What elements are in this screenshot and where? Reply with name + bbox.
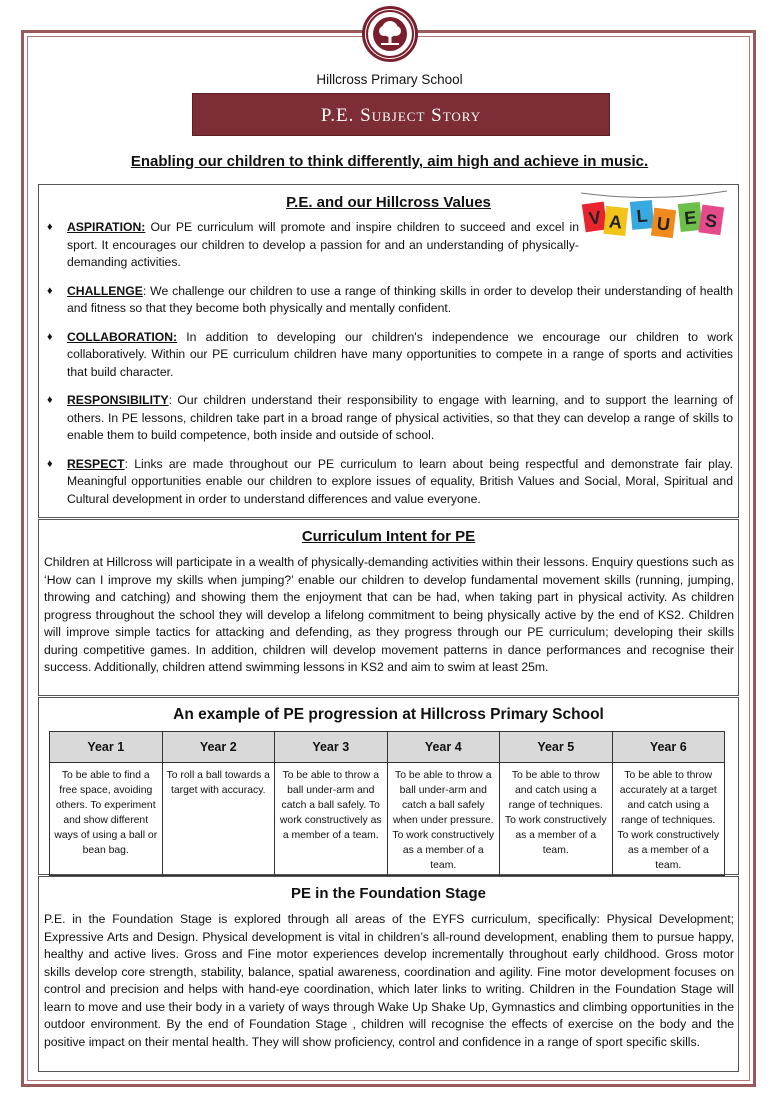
value-text: : Our children understand their responsibility to engage with learning, and to support the learning of others. In PE lessons, children take part in a broad range of physical activities, so that they can develop a range of skills to enable them to build competence, both inside and outside of school. [67, 393, 733, 442]
values-section [38, 184, 739, 518]
values-card-letter: E [683, 207, 698, 229]
value-item-respect [45, 456, 733, 509]
intent-title: Curriculum Intent for PE [301, 528, 476, 545]
diamond-bullet-icon: ♦ [47, 394, 53, 406]
table-cell: To be able to throw a ball under-arm and catch a ball safely. To work constructively as a member of a team. [275, 763, 388, 876]
diamond-bullet-icon: ♦ [47, 330, 53, 343]
foundation-section [38, 876, 739, 1072]
school-crest-logo [362, 6, 418, 62]
diamond-bullet-icon: ♦ [47, 457, 53, 470]
values-title: P.E. and our Hillcross Values [286, 194, 491, 211]
value-keyword: CHALLENGE [67, 283, 143, 298]
column-header: Year 3 [275, 732, 388, 763]
diamond-bullet-icon: ♦ [47, 284, 53, 297]
value-item-aspiration [45, 219, 579, 272]
progression-title: An example of PE progression at Hillcross Primary School [173, 706, 604, 723]
value-keyword: COLLABORATION: [67, 329, 178, 344]
page-title-banner: P.E. Subject Story [192, 93, 610, 136]
intent-body: Children at Hillcross will participate in a wealth of physically-demanding activities within their lessons. Enquiry questions such as ‘How can I improve my skills when jumping?’ enable our children to develop fundamental movement skills (running, jumping, throwing and catching) and showing them the enjoyment that can be had, when taking part in physical activity. As children progress throughout the school they will develop a lifelong commitment to being physically active by the end of KS2. Children will improve simple tactics for attacking and defending, as they progress through our PE curriculum; developing their skills during competitive games. In addition, children will develop movement patterns in dance performances and recognise their success. Additionally, children attend swimming lessons in KS2 and aim to swim at least 25m. [44, 555, 734, 674]
table-cell: To roll a ball towards a target with accuracy. [162, 763, 275, 876]
values-card-letter: L [635, 205, 649, 227]
table-cell: To be able to throw a ball under-arm and catch a ball safely when under pressure. To work constructively as a member of a team. [387, 763, 500, 876]
column-header: Year 1 [50, 732, 163, 763]
values-list [45, 219, 733, 519]
value-keyword: ASPIRATION: [67, 220, 146, 234]
values-card-letter: U [655, 213, 672, 235]
table-cell: To be able to throw accurately at a target and catch using a range of techniques. To work constructively as a member of a team. [612, 763, 725, 876]
value-text: Our PE curriculum will promote and inspire children to succeed and excel in sport. It encourages our children to develop a passion for and an understanding of physically-demanding activities. [67, 220, 579, 269]
values-string [581, 191, 727, 198]
column-header: Year 6 [612, 732, 725, 763]
column-header: Year 2 [162, 732, 275, 763]
tagline: Enabling our children to think differently, aim high and achieve in music. [130, 153, 649, 170]
foundation-title: PE in the Foundation Stage [291, 885, 486, 902]
value-text: In addition to developing our children's independence we encourage our children to work collaboratively. Within our PE curriculum children have many opportunities to compete in a range of sports and activities that build character. [67, 329, 733, 379]
value-keyword: RESPONSIBILITY [67, 393, 169, 407]
values-card-letter: V [587, 207, 603, 229]
school-name: Hillcross Primary School [316, 72, 463, 87]
table-header-row [50, 732, 725, 763]
foundation-body: P.E. in the Foundation Stage is explored through all areas of the EYFS curriculum, specifically: Physical Development; Expressive Arts and Design. Physical development is vital in children’s all-round development, enabling them to pursue happy, healthy and active lives. Gross and Fine motor experiences develop incrementally throughout early childhood. Gross motor skills develop core strength, stability, balance, spatial awareness, coordination and agility. Fine motor development focuses on control and precision and helps with hand-eye coordination, which later links to writing. Children in the Foundation Stage will learn to move and use their body in a variety of ways through Wake Up Shake Up, Gymnastics and climbing opportunities in the outdoor environment. By the end of Foundation Stage , children will recognise the effects of exercise on the body and the positive impact on their mental health. They will show proficiency, control and confidence in a range of sport specific skills. [44, 912, 734, 1049]
value-keyword: RESPECT [67, 456, 125, 471]
value-item-challenge [45, 283, 733, 318]
column-header: Year 4 [387, 732, 500, 763]
intent-section [38, 519, 739, 696]
table-cell: To be able to throw and catch using a range of techniques. To work constructively as a member of a team. [500, 763, 613, 876]
values-card-letter: A [608, 211, 624, 233]
value-text: : We challenge our children to use a range of thinking skills in order to develop their understanding of health and fitness so that they become both physically and mentally confident. [67, 283, 733, 315]
column-header: Year 5 [500, 732, 613, 763]
values-card-letter: S [703, 210, 719, 232]
diamond-bullet-icon: ♦ [47, 221, 53, 233]
value-item-responsibility [45, 392, 733, 445]
value-text: : Links are made throughout our PE curriculum to learn about being respectful and demonstrate fair play. Meaningful opportunities enable our children to explore issues of equality, British Values and Social, Moral, Spiritual and Cultural development in order to understand differences and value everyone. [67, 456, 733, 506]
value-item-collaboration [45, 329, 733, 382]
progression-section [38, 697, 739, 875]
progression-table [49, 731, 725, 876]
table-cell: To be able to find a free space, avoiding others. To experiment and show different ways of using a ball or bean bag. [50, 763, 163, 876]
table-row [50, 763, 725, 876]
